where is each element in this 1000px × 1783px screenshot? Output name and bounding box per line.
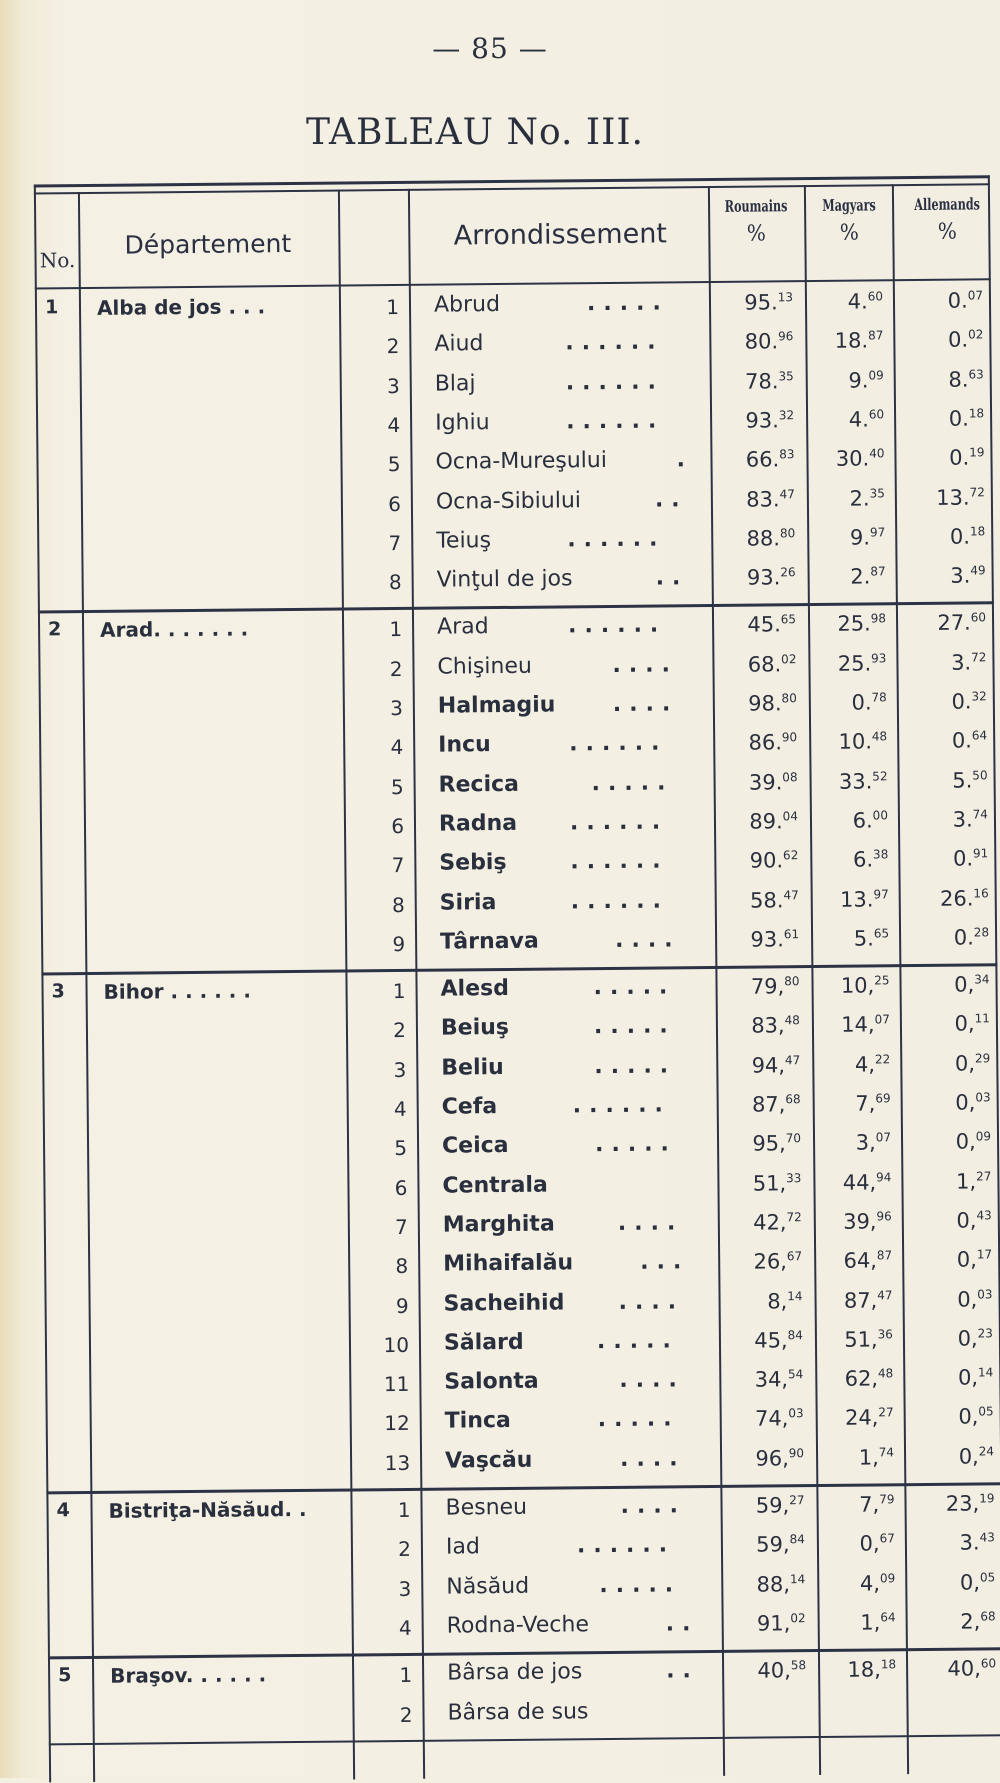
arrondissement-number: 6: [388, 491, 402, 516]
rule-after-departement: [338, 190, 355, 1780]
arrondissement-number: 4: [398, 1615, 412, 1640]
allemands-value: 8.63: [948, 366, 984, 392]
table-title: TABLEAU No. III.: [306, 112, 644, 153]
arrondissement-name: Recica: [438, 771, 520, 798]
department-name: Bistriţa-Năsăud. .: [108, 1496, 307, 1523]
table-grid: [0, 0, 998, 5]
header-allemands-label: Allemands: [914, 194, 981, 215]
roumains-value: 34,54: [754, 1367, 804, 1392]
arrondissement-number: 11: [383, 1372, 410, 1397]
arrondissement-name: Cefa: [441, 1094, 498, 1120]
arrondissement-number: 6: [394, 1175, 408, 1200]
header-magyars: [817, 196, 880, 246]
roumains-value: 93.26: [746, 565, 796, 590]
arrondissement-number: 12: [384, 1411, 410, 1436]
roumains-value: 78.35: [744, 368, 794, 394]
arrondissement-name: Siria: [439, 889, 497, 916]
allemands-value: 3.74: [952, 807, 988, 832]
arrondissement-number: 9: [395, 1293, 409, 1318]
roumains-value: 39.08: [748, 769, 798, 795]
roumains-value: 59,84: [756, 1532, 805, 1557]
arrondissement-name: Ocna-Sibiului: [435, 487, 582, 515]
allemands-value: 0,05: [958, 1404, 994, 1430]
leader-dots: .....: [591, 769, 674, 796]
leader-dots: ....: [614, 927, 681, 953]
allemands-value: 0.64: [951, 728, 988, 753]
department-number: 3: [51, 980, 65, 1003]
allemands-value: 0,17: [956, 1247, 993, 1272]
leader-dots: ......: [567, 612, 667, 639]
rule-left: [34, 184, 51, 1782]
allemands-value: 0,03: [957, 1286, 993, 1312]
leader-dots: ..: [665, 1611, 699, 1637]
arrondissement-name: Sacheihid: [443, 1289, 565, 1317]
roumains-value: 66.83: [745, 447, 795, 472]
department-number: 2: [47, 618, 62, 641]
magyars-value: 18.87: [834, 328, 884, 354]
roumains-value: 59,27: [755, 1493, 805, 1518]
header-allemands: [908, 195, 985, 245]
header-roumains-label: Roumains: [724, 196, 788, 216]
magyars-value: 3,07: [855, 1130, 892, 1155]
roumains-value: 45.65: [747, 612, 797, 638]
magyars-value: 6.38: [852, 847, 889, 872]
magyars-value: 13.97: [839, 886, 889, 912]
allemands-value: 0.07: [947, 288, 984, 313]
arrondissement-name: Vaşcău: [444, 1447, 533, 1474]
arrondissement-name: Blaj: [434, 370, 476, 397]
allemands-value: 0.02: [947, 327, 984, 353]
arrondissement-name: Vinţul de jos: [436, 566, 573, 593]
leader-dots: ......: [565, 329, 664, 356]
allemands-value: 3.43: [959, 1530, 995, 1555]
department-separator: [49, 1734, 1000, 1745]
arrondissement-number: 2: [393, 1018, 407, 1043]
allemands-value: 23,19: [945, 1491, 995, 1516]
arrondissement-name: Salonta: [444, 1368, 539, 1395]
allemands-value: 13.72: [936, 484, 985, 510]
arrondissement-name: Sălard: [443, 1329, 524, 1356]
leader-dots: .....: [586, 290, 669, 317]
magyars-value: 0.78: [851, 690, 887, 715]
magyars-value: 1,64: [860, 1610, 896, 1635]
department-number: 1: [44, 296, 59, 319]
header-arrondissement: Arrondissement: [453, 218, 668, 252]
header-no: No.: [39, 248, 76, 273]
leader-dots: ....: [612, 652, 679, 678]
header-allemands-percent: %: [937, 220, 957, 246]
roumains-value: 93.61: [750, 926, 800, 952]
arrondissement-name: Ighiu: [435, 410, 490, 436]
leader-dots: ......: [567, 526, 666, 553]
magyars-value: 7,79: [859, 1492, 895, 1517]
arrondissement-number: 10: [383, 1332, 410, 1357]
header-departement: Département: [124, 229, 292, 260]
arrondissement-name: Halmagiu: [437, 692, 556, 719]
department-name: Arad. . . . . . .: [99, 616, 249, 643]
department-number: 4: [56, 1499, 70, 1522]
leader-dots: ..: [666, 1658, 699, 1684]
arrondissement-number: 3: [393, 1057, 407, 1082]
arrondissement-number: 4: [393, 1096, 407, 1122]
roumains-value: 58.47: [749, 887, 799, 913]
roumains-value: 93.32: [745, 408, 795, 433]
arrondissement-name: Iad: [445, 1534, 480, 1560]
leader-dots: ......: [565, 369, 665, 395]
leader-dots: ......: [566, 408, 665, 435]
magyars-value: 4,22: [854, 1051, 891, 1077]
roumains-value: 88,14: [756, 1571, 806, 1597]
leader-dots: ......: [576, 1532, 676, 1559]
allemands-value: 5.50: [952, 767, 988, 793]
arrondissement-number: 1: [389, 617, 403, 642]
department-number: 5: [58, 1664, 72, 1687]
page-number: — 85 —: [432, 32, 548, 65]
roumains-value: 83,48: [751, 1013, 800, 1039]
leader-dots: ......: [569, 809, 669, 836]
arrondissement-number: 13: [384, 1450, 411, 1475]
roumains-value: 40,58: [757, 1658, 807, 1683]
arrondissement-name: Rodna-Veche: [446, 1612, 590, 1639]
allemands-value: 27.60: [937, 610, 987, 636]
arrondissement-name: Sebiş: [439, 850, 507, 876]
arrondissement-number: 5: [387, 452, 401, 477]
arrondissement-number: 3: [386, 373, 400, 398]
allemands-value: 0.28: [953, 925, 990, 950]
roumains-value: 26,67: [753, 1249, 803, 1274]
arrondissement-number: 1: [399, 1663, 413, 1688]
arrondissement-name: Aiud: [434, 331, 484, 357]
arrondissement-name: Abrud: [433, 292, 501, 318]
roumains-value: 80.96: [744, 329, 794, 354]
leader-dots: ..: [655, 565, 689, 591]
magyars-value: 25.98: [837, 611, 887, 637]
magyars-value: 4.60: [847, 289, 884, 314]
leader-dots: .....: [596, 1328, 679, 1354]
arrondissement-name: Chişineu: [437, 653, 533, 680]
allemands-value: 3.49: [950, 563, 986, 588]
arrondissement-name: Ocna-Mureşului: [435, 448, 608, 475]
leader-dots: ....: [620, 1493, 687, 1519]
arrondissement-number: 5: [394, 1136, 408, 1161]
arrondissement-number: 2: [399, 1702, 413, 1727]
magyars-value: 25.93: [837, 650, 887, 676]
leader-dots: ......: [572, 1092, 671, 1119]
arrondissement-number: 7: [388, 530, 402, 555]
arrondissement-name: Radna: [438, 810, 518, 837]
roumains-value: 98.80: [748, 691, 797, 716]
arrondissement-name: Marghita: [442, 1211, 555, 1238]
arrondissement-name: Beliu: [441, 1054, 504, 1081]
roumains-value: 51,33: [752, 1170, 802, 1196]
allemands-value: 0,23: [957, 1326, 993, 1351]
arrondissement-name: Centrala: [442, 1172, 548, 1199]
allemands-value: 3.72: [951, 650, 987, 675]
arrondissement-name: Arad: [436, 614, 489, 641]
magyars-value: 24,27: [844, 1405, 894, 1431]
department-name: Bihor . . . . . .: [103, 978, 252, 1004]
roumains-value: 91,02: [756, 1611, 806, 1636]
roumains-value: 42,72: [753, 1210, 802, 1235]
leader-dots: .....: [593, 1013, 676, 1040]
magyars-value: 62,48: [844, 1366, 894, 1391]
magyars-value: 33.52: [838, 768, 888, 794]
arrondissement-number: 1: [392, 979, 406, 1004]
roumains-value: 83.47: [746, 486, 795, 512]
arrondissement-name: Bârsa de sus: [447, 1698, 589, 1726]
magyars-value: 7,69: [855, 1091, 891, 1116]
arrondissement-number: 8: [388, 570, 402, 595]
magyars-value: 64,87: [843, 1248, 893, 1273]
magyars-value: 9.97: [849, 525, 886, 550]
magyars-value: 1,74: [858, 1444, 895, 1470]
leader-dots: .: [676, 447, 693, 473]
magyars-value: 39,96: [843, 1209, 892, 1234]
allemands-value: 40,60: [947, 1656, 997, 1681]
allemands-value: 0,24: [958, 1444, 995, 1469]
roumains-value: 88.80: [746, 525, 796, 551]
magyars-value: 18,18: [847, 1657, 897, 1682]
arrondissement-number: 3: [398, 1576, 412, 1601]
leader-dots: ....: [618, 1288, 685, 1315]
header-roumains: [724, 197, 789, 247]
arrondissement-number: 1: [386, 294, 400, 320]
allemands-value: 0.19: [949, 445, 985, 470]
allemands-value: 1,27: [955, 1168, 992, 1194]
allemands-value: 0,03: [955, 1090, 991, 1115]
arrondissement-name: Târnava: [439, 928, 539, 955]
arrondissement-number: 4: [390, 735, 404, 760]
arrondissement-name: Năsăud: [446, 1573, 530, 1600]
header-magyars-percent: %: [839, 220, 859, 247]
roumains-value: 86.90: [748, 730, 798, 755]
allemands-value: 26.16: [939, 885, 989, 911]
arrondissement-number: 2: [386, 334, 400, 359]
magyars-value: 4.60: [848, 407, 885, 432]
arrondissement-number: 7: [391, 853, 405, 878]
magyars-value: 5.65: [853, 926, 890, 951]
roumains-value: 89.04: [749, 809, 798, 834]
arrondissement-name: Tinca: [444, 1408, 511, 1434]
arrondissement-number: 2: [398, 1537, 412, 1562]
magyars-value: 2.35: [849, 485, 885, 511]
header-roumains-percent: %: [746, 221, 766, 248]
arrondissement-name: Incu: [438, 732, 491, 758]
leader-dots: .....: [599, 1571, 682, 1598]
allemands-value: 0,11: [954, 1011, 990, 1037]
header-bottom-rule: [35, 278, 991, 289]
magyars-value: 10,25: [840, 973, 890, 998]
leader-dots: ....: [617, 1210, 684, 1236]
allemands-value: 0,14: [957, 1365, 994, 1390]
magyars-value: 30.40: [835, 446, 885, 471]
allemands-value: 0,29: [954, 1051, 991, 1076]
roumains-value: 90.62: [749, 848, 799, 873]
roumains-value: 45,84: [754, 1327, 803, 1353]
arrondissement-number: 9: [392, 931, 406, 956]
magyars-value: 2.87: [850, 564, 886, 589]
roumains-value: 94,47: [751, 1052, 801, 1078]
roumains-value: 87,68: [751, 1092, 801, 1117]
allemands-value: 0,05: [959, 1569, 996, 1595]
leader-dots: .....: [594, 1131, 677, 1158]
magyars-value: 4,09: [859, 1570, 896, 1596]
roumains-value: 95.13: [744, 290, 794, 315]
leader-dots: ....: [619, 1445, 686, 1472]
magyars-value: 9.09: [848, 367, 884, 393]
roumains-value: 79,80: [750, 974, 800, 999]
magyars-value: 10.48: [838, 729, 888, 755]
magyars-value: 44,94: [842, 1169, 892, 1195]
roumains-value: 8,14: [767, 1288, 803, 1313]
department-name: Braşov. . . . . .: [110, 1662, 267, 1688]
leader-dots: ...: [640, 1249, 690, 1275]
arrondissement-number: 4: [387, 412, 401, 437]
arrondissement-name: Teiuş: [436, 527, 492, 554]
arrondissement-number: 7: [395, 1214, 408, 1239]
allemands-value: 0,43: [956, 1208, 992, 1233]
magyars-value: 51,36: [844, 1327, 893, 1352]
roumains-value: 95,70: [752, 1131, 802, 1156]
leader-dots: ......: [570, 848, 669, 875]
arrondissement-name: Mihaifalău: [443, 1250, 574, 1277]
arrondissement-number: 6: [391, 813, 405, 838]
department-name: Alba de jos . . .: [96, 294, 266, 320]
roumains-value: 96,90: [755, 1445, 805, 1471]
arrondissement-name: Beiuş: [440, 1015, 510, 1041]
arrondissement-number: 2: [389, 656, 403, 681]
arrondissement-number: 8: [391, 892, 405, 917]
magyars-value: 0,67: [859, 1531, 895, 1556]
arrondissement-number: 5: [390, 774, 404, 799]
allemands-value: 0,34: [954, 972, 990, 997]
leader-dots: ....: [619, 1367, 685, 1394]
leader-dots: ......: [569, 730, 668, 757]
roumains-value: 74,03: [754, 1406, 804, 1431]
leader-dots: ....: [612, 691, 679, 717]
allemands-value: 0.91: [952, 846, 989, 871]
arrondissement-name: Ceica: [441, 1133, 509, 1159]
magyars-value: 87,47: [843, 1287, 893, 1313]
allemands-value: 0.18: [949, 524, 986, 549]
magyars-value: 6.00: [852, 808, 888, 833]
leader-dots: .....: [594, 1053, 677, 1079]
leader-dots: .....: [597, 1406, 680, 1433]
header-magyars-label: Magyars: [822, 195, 876, 215]
arrondissement-number: 1: [397, 1497, 411, 1523]
arrondissement-name: Bârsa de jos: [447, 1659, 583, 1686]
arrondissement-number: 8: [395, 1254, 409, 1279]
magyars-value: 14,07: [841, 1012, 890, 1038]
rule-after-no: [78, 192, 95, 1782]
allemands-value: 2,68: [960, 1609, 996, 1634]
arrondissement-name: Alesd: [440, 976, 510, 1002]
roumains-value: 68.02: [747, 651, 797, 677]
allemands-value: 0.32: [951, 689, 987, 714]
arrondissement-name: Besneu: [445, 1494, 528, 1521]
leader-dots: .....: [593, 974, 676, 1001]
arrondissement-number: 3: [390, 695, 403, 721]
leader-dots: ..: [654, 486, 688, 513]
allemands-value: 0,09: [955, 1129, 992, 1154]
leader-dots: ......: [570, 887, 670, 914]
allemands-value: 0.18: [948, 406, 985, 431]
